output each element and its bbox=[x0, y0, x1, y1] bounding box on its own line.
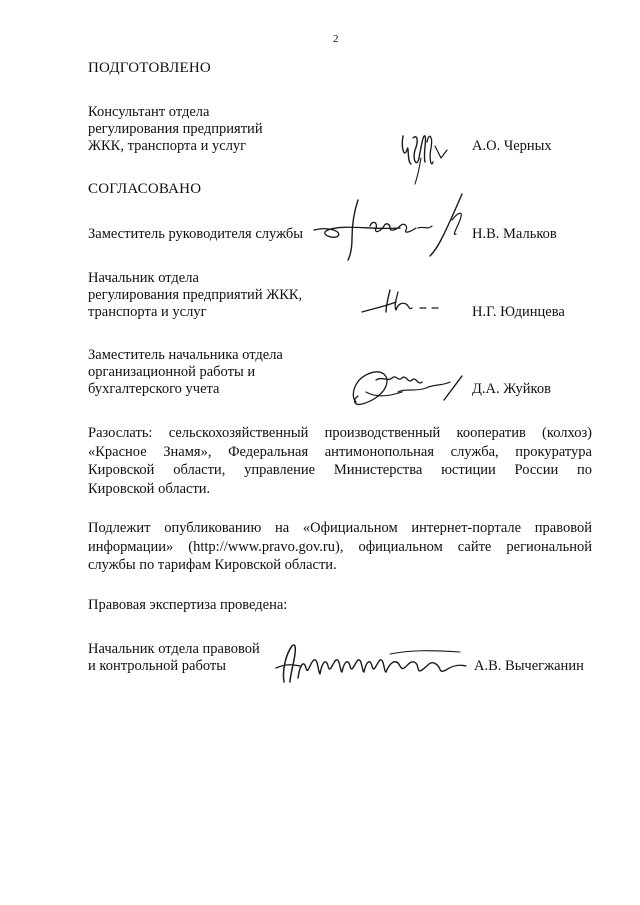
signature-yudintseva bbox=[360, 286, 450, 322]
distribution-line: Разослать: сельскохозяйственный производственный кооператив (колхоз) bbox=[88, 425, 592, 441]
prepared-position-line-2: регулирования предприятий bbox=[88, 121, 263, 137]
legal-review-name: А.В. Вычегжанин bbox=[474, 658, 584, 674]
signer-3-position-line-1: Заместитель начальника отдела bbox=[88, 347, 283, 363]
prepared-position-line-1: Консультант отдела bbox=[88, 104, 210, 120]
legal-review-position-line-1: Начальник отдела правовой bbox=[88, 641, 260, 657]
approved-heading: СОГЛАСОВАНО bbox=[88, 181, 202, 197]
signer-1-name: Н.В. Мальков bbox=[472, 226, 557, 242]
signer-2-position-line-3: транспорта и услуг bbox=[88, 304, 207, 320]
signer-2-position-line-1: Начальник отдела bbox=[88, 270, 199, 286]
distribution-line: «Красное Знамя», Федеральная антимонопольная служба, прокуратура bbox=[88, 443, 592, 460]
publication-line: службы по тарифам Кировской области. bbox=[88, 557, 337, 573]
legal-review-statement: Правовая экспертиза проведена: bbox=[88, 597, 288, 613]
signature-chernykh bbox=[395, 128, 465, 186]
distribution-paragraph bbox=[88, 424, 592, 498]
signature-malkov bbox=[312, 186, 474, 266]
signature-zhuikov bbox=[346, 362, 468, 412]
signer-3-name: Д.А. Жуйков bbox=[472, 381, 551, 397]
publication-line: Подлежит опубликованию на «Официальном интернет-портале правовой bbox=[88, 520, 592, 536]
distribution-line: Кировской области. bbox=[88, 480, 211, 497]
page-number: 2 bbox=[333, 33, 339, 45]
prepared-position-line-3: ЖКК, транспорта и услуг bbox=[88, 138, 247, 154]
signature-vychegzhanin bbox=[270, 638, 470, 688]
signer-1-position: Заместитель руководителя службы bbox=[88, 226, 304, 242]
signer-2-name: Н.Г. Юдинцева bbox=[472, 304, 565, 320]
publication-paragraph bbox=[88, 519, 592, 575]
signer-2-position-line-2: регулирования предприятий ЖКК, bbox=[88, 287, 303, 303]
signer-3-position-line-3: бухгалтерского учета bbox=[88, 381, 220, 397]
signer-3-position-line-2: организационной работы и bbox=[88, 364, 256, 380]
legal-review-position-line-2: и контрольной работы bbox=[88, 658, 226, 674]
publication-line: информации» (http://www.pravo.gov.ru), официальном сайте региональной bbox=[88, 538, 592, 555]
distribution-line: Кировской области, управление Министерства юстиции России по bbox=[88, 462, 592, 478]
prepared-name: А.О. Черных bbox=[472, 138, 552, 154]
prepared-heading: ПОДГОТОВЛЕНО bbox=[88, 60, 211, 76]
